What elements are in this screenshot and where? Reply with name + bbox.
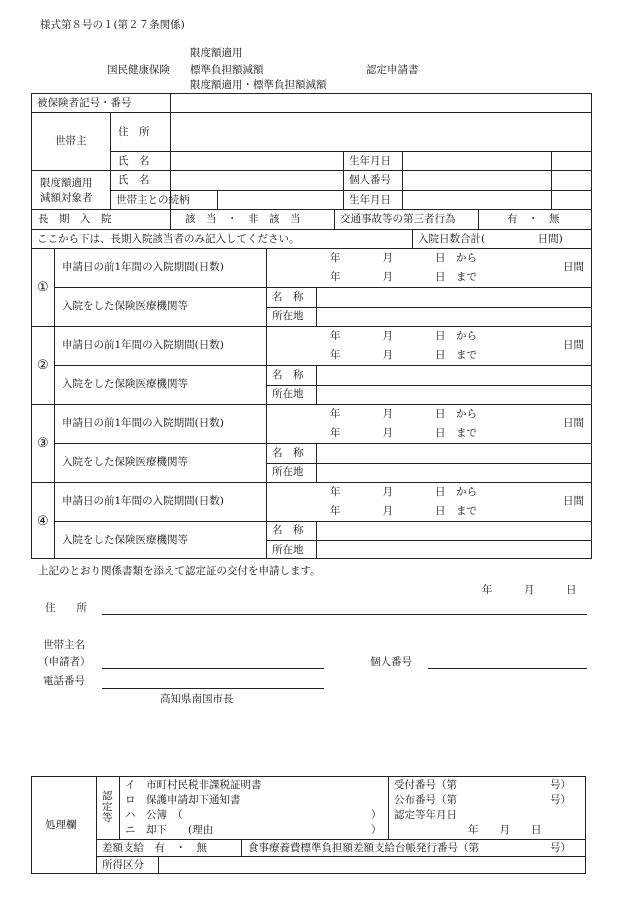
hospital-location-field[interactable] (317, 308, 591, 326)
application-statement: 上記のとおり関係書類を添えて認定証の交付を申請します。 (38, 565, 321, 577)
applicant-personal-number-field[interactable] (428, 668, 587, 669)
hospital-name-label: 名 称 (272, 291, 304, 303)
hospital-location-field[interactable] (317, 464, 591, 482)
publication-number-label: 公布番号（第 (394, 794, 457, 806)
householder-birth-label: 生年月日 (349, 155, 391, 167)
hospital-name-label: 名 称 (272, 524, 304, 536)
publication-number-suffix[interactable]: 号） (550, 794, 571, 806)
householder-birth-field[interactable] (403, 152, 551, 170)
period-label: 申請日の前1年間の入院期間(日数) (62, 261, 224, 273)
householder-address-field[interactable] (171, 113, 591, 151)
longterm-applicable-choice[interactable]: 該 当 ・ 非 該 当 (185, 213, 301, 225)
applicant-personal-number-label: 個人番号 (370, 656, 412, 668)
householder-name-label: 氏 名 (118, 155, 150, 167)
option-ni-close: ） (371, 824, 382, 836)
option-ha-close: ） (371, 809, 382, 821)
target-label-1: 限度額適用 (40, 177, 93, 189)
target-label-2: 減額対象者 (40, 192, 93, 204)
hospital-location-label: 所在地 (272, 466, 304, 478)
certification-date-field[interactable]: 年 月 日 (468, 824, 542, 836)
hospital-name-field[interactable] (317, 444, 591, 463)
insured-number-field[interactable] (170, 94, 591, 112)
period-label: 申請日の前1年間の入院期間(日数) (62, 339, 224, 351)
insurance-type: 国民健康保険 (107, 64, 170, 76)
hospital-name-label: 名 称 (272, 447, 304, 459)
office-title: 処理欄 (45, 819, 77, 831)
hospital-location-label: 所在地 (272, 310, 304, 322)
applicant-address-field[interactable] (102, 614, 587, 615)
insured-number-label: 被保険者記号・番号 (37, 97, 132, 109)
hospital-label: 入院をした保険医療機関等 (62, 534, 188, 546)
certification-label: 認定等 (102, 790, 113, 825)
income-category-field[interactable] (159, 857, 585, 873)
certification-date-label: 認定等年月日 (394, 809, 457, 821)
householder-name-field[interactable] (171, 152, 343, 170)
period-from[interactable]: 年 月 日 から (330, 486, 477, 498)
document-type: 認定申請書 (366, 64, 419, 76)
period-label: 申請日の前1年間の入院期間(日数) (62, 495, 224, 507)
target-birth-label: 生年月日 (349, 194, 391, 206)
category-3: 限度額適用・標準負担額減額 (190, 79, 327, 91)
entry-number: ② (37, 358, 49, 373)
total-days-field[interactable]: 入院日数合計( 日間) (418, 233, 563, 245)
category-1: 限度額適用 (190, 47, 243, 59)
hospital-name-field[interactable] (317, 522, 591, 540)
option-ro[interactable]: ロ 保護申請却下通知書 (125, 794, 241, 806)
hospital-label: 入院をした保険医療機関等 (62, 378, 188, 390)
period-label: 申請日の前1年間の入院期間(日数) (62, 417, 224, 429)
category-2: 標準負担額減額 (190, 64, 264, 76)
hospital-location-field[interactable] (317, 541, 591, 558)
income-category-label: 所得区分 (102, 859, 144, 871)
relation-label: 世帯主との続柄 (116, 194, 190, 206)
receipt-number-label: 受付番号（第 (394, 779, 457, 791)
third-party-choice[interactable]: 有 ・ 無 (507, 213, 560, 225)
longterm-note: ここから下は、長期入院該当者のみ記入してください。 (37, 233, 300, 245)
hospital-location-label: 所在地 (272, 388, 304, 400)
period-to[interactable]: 年 月 日 まで (330, 271, 477, 283)
hospital-name-field[interactable] (317, 288, 591, 307)
target-birth-field[interactable] (403, 191, 551, 209)
form-number: 様式第８号の１(第２７条関係) (40, 19, 185, 31)
target-personal-number-field[interactable] (403, 171, 591, 190)
phone-label: 電話番号 (43, 675, 85, 687)
entry-number: ④ (37, 514, 49, 529)
meal-ledger-number-suffix[interactable]: 号） (550, 842, 571, 854)
hospital-location-field[interactable] (317, 386, 591, 404)
period-from[interactable]: 年 月 日 から (330, 408, 477, 420)
entry-number: ① (37, 280, 49, 295)
longterm-label: 長 期 入 院 (38, 213, 112, 225)
phone-field[interactable] (102, 688, 324, 689)
option-ni[interactable]: ニ 却下 (理由 (125, 824, 214, 836)
target-name-label: 氏 名 (118, 174, 150, 186)
meal-ledger-number-label: 食事療養費標準負担額差額支給台帳発行番号（第 (248, 842, 479, 854)
applicant-address-label: 住 所 (45, 602, 87, 614)
applicant-label: （申請者） (38, 656, 91, 668)
hospital-name-field[interactable] (317, 366, 591, 385)
period-days[interactable]: 日間 (563, 495, 584, 507)
period-days[interactable]: 日間 (563, 261, 584, 273)
period-to[interactable]: 年 月 日 まで (330, 505, 477, 517)
target-name-field[interactable] (171, 171, 343, 190)
householder-name-label: 世帯主名 (43, 639, 85, 651)
hospital-name-label: 名 称 (272, 369, 304, 381)
receipt-number-suffix[interactable]: 号） (550, 779, 571, 791)
period-to[interactable]: 年 月 日 まで (330, 349, 477, 361)
application-date[interactable]: 年 月 日 (482, 584, 577, 596)
entry-number: ③ (37, 436, 49, 451)
period-from[interactable]: 年 月 日 から (330, 330, 477, 342)
period-from[interactable]: 年 月 日 から (330, 252, 477, 264)
householder-label: 世帯主 (55, 135, 87, 147)
relation-field[interactable] (218, 191, 343, 209)
option-i[interactable]: イ 市町村民税非課税証明書 (125, 779, 262, 791)
period-days[interactable]: 日間 (563, 417, 584, 429)
address-label: 住 所 (118, 126, 150, 138)
hospital-location-label: 所在地 (272, 544, 304, 556)
period-days[interactable]: 日間 (563, 339, 584, 351)
hospital-label: 入院をした保険医療機関等 (62, 300, 188, 312)
personal-number-label: 個人番号 (349, 174, 391, 186)
option-ha[interactable]: ハ 公簿 （ (125, 809, 183, 821)
applicant-name-field[interactable] (102, 668, 324, 669)
third-party-label: 交通事故等の第三者行為 (340, 213, 456, 225)
hospital-label: 入院をした保険医療機関等 (62, 456, 188, 468)
difference-payment[interactable]: 差額支給 有 ・ 無 (102, 842, 207, 854)
period-to[interactable]: 年 月 日 まで (330, 427, 477, 439)
recipient: 高知県南国市長 (160, 693, 234, 705)
